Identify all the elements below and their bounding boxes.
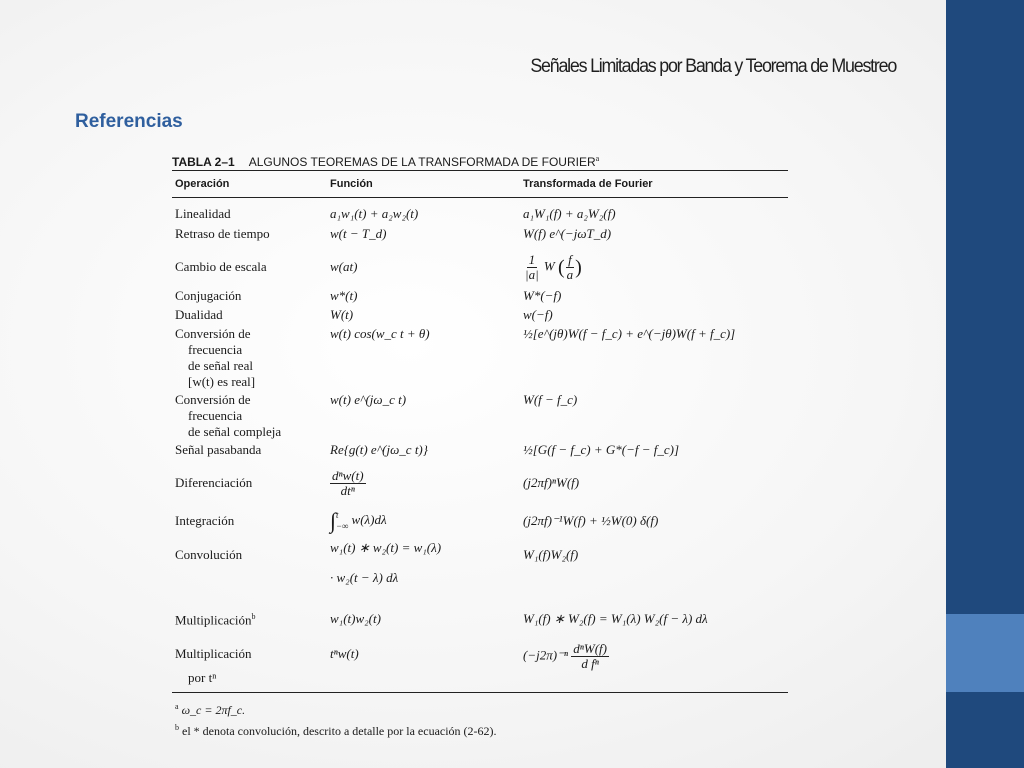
footnote: $^a$ ω_c = 2πf_c.	[175, 702, 246, 717]
cell-transform: $\frac{1}{|a|}$ W ( $\frac{f}{a}$ )	[525, 251, 582, 282]
cell-transform: ½[G(f − f_c) + G*(−f − f_c)]	[523, 442, 680, 457]
integral-sign: ∫	[330, 508, 337, 533]
cell-transform: W₁(f) ∗ W₂(f) = W₁(λ) W₂(f − λ) dλ	[523, 611, 708, 626]
cell-transform: w(−f)	[523, 307, 553, 322]
cell-transform: (j2πf)ⁿW(f)	[523, 475, 580, 490]
slide-sidebar	[946, 0, 1024, 768]
cell-operation: Convolución	[175, 547, 243, 562]
header-function: Función	[330, 178, 373, 190]
header-operation: Operación	[175, 178, 230, 190]
cell-function: w(t) cos(w_c t + θ)	[330, 326, 430, 341]
cell-function: Re{g(t) e^(jω_c t)}	[330, 442, 428, 457]
cell-operation: Conjugación	[175, 288, 242, 303]
cell-operation: Conversión de frecuencia de señal real [w(t) es real]	[175, 326, 256, 389]
table-row	[172, 442, 788, 464]
cell-transform: W(f) e^(−jωT_d)	[523, 226, 612, 241]
fraction: $\frac{\text{dⁿw(t)}}{\text{dtⁿ}}$	[332, 467, 364, 498]
table-row	[172, 502, 788, 540]
table-row	[172, 642, 788, 692]
slide-title: Señales Limitadas por Banda y Teorema de Muestreo	[530, 56, 896, 77]
table-body	[172, 198, 788, 692]
table-header-row	[172, 171, 788, 197]
fraction: $\frac{f}{a}$	[566, 251, 574, 282]
cell-transform: (−j2π)⁻ⁿ $\frac{\text{dⁿW(f)}}{\text{d fⁿ}}$	[523, 641, 607, 671]
table-row	[172, 596, 788, 642]
cell-operation: Linealidad	[175, 206, 231, 221]
cell-function: w(t) e^(jω_c t)	[330, 392, 407, 407]
section-heading: Referencias	[75, 111, 183, 132]
cell-operation: Multiplicación por tⁿ	[175, 646, 252, 685]
cell-transform: ½[e^(jθ)W(f − f_c) + e^(−jθ)W(f + f_c)]	[523, 326, 736, 341]
cell-function: w₁(t)w₂(t)	[330, 611, 381, 626]
table-caption-note: a	[595, 154, 600, 163]
cell-function: ∫ t −∞ w(λ)dλ	[330, 508, 387, 533]
fraction: $\frac{\text{dⁿW(f)}}{\text{d fⁿ}}$	[573, 641, 607, 671]
footnote: $^b$ el * denota convolución, descrito a detalle por la ecuación (2-62).	[175, 723, 497, 738]
cell-operation: Conversión de frecuencia de señal compleja	[175, 392, 282, 439]
table-footnotes	[172, 693, 788, 740]
table-number: TABLA 2–1	[172, 155, 235, 170]
table-row	[172, 392, 788, 442]
table-row	[172, 326, 788, 392]
cell-function: w₁(t) ∗ w₂(t) = w₁(λ) · w₂(t − λ) dλ	[330, 540, 442, 585]
cell-operation: Señal pasabanda	[175, 442, 262, 457]
table-row	[172, 246, 788, 288]
cell-function: W(t)	[330, 307, 354, 322]
cell-operation: Retraso de tiempo	[175, 226, 270, 241]
cell-operation: Multiplicación$^b$	[175, 612, 256, 628]
table-row	[172, 226, 788, 246]
table-caption	[172, 148, 788, 170]
fourier-theorems-table	[172, 148, 788, 740]
cell-operation: Dualidad	[175, 307, 223, 322]
table-row	[172, 307, 788, 326]
fraction: $\frac{1}{|a|}$	[525, 251, 539, 282]
cell-transform: W*(−f)	[523, 288, 562, 303]
table-row	[172, 464, 788, 502]
cell-operation: Cambio de escala	[175, 259, 267, 274]
cell-transform: a₁W₁(f) + a₂W₂(f)	[523, 206, 616, 221]
cell-function: w(t − T_d)	[330, 226, 387, 241]
table-row	[172, 206, 788, 226]
cell-function: w(at)	[330, 259, 358, 274]
cell-function: a₁w₁(t) + a₂w₂(t)	[330, 206, 419, 221]
table-row	[172, 288, 788, 307]
cell-transform: W₁(f)W₂(f)	[523, 547, 579, 562]
table-title: ALGUNOS TEOREMAS DE LA TRANSFORMADA DE FOURIER	[248, 155, 596, 170]
header-transform: Transformada de Fourier	[523, 178, 653, 190]
cell-function	[330, 469, 523, 498]
cell-operation: Diferenciación	[175, 475, 253, 490]
cell-function: tⁿw(t)	[330, 646, 359, 661]
cell-transform: (j2πf)⁻¹W(f) + ½W(0) δ(f)	[523, 513, 659, 528]
cell-operation: Integración	[175, 513, 235, 528]
sidebar-accent-block	[946, 614, 1024, 692]
table-row	[172, 540, 788, 596]
cell-transform: W(f − f_c)	[523, 392, 578, 407]
cell-function: w*(t)	[330, 288, 358, 303]
